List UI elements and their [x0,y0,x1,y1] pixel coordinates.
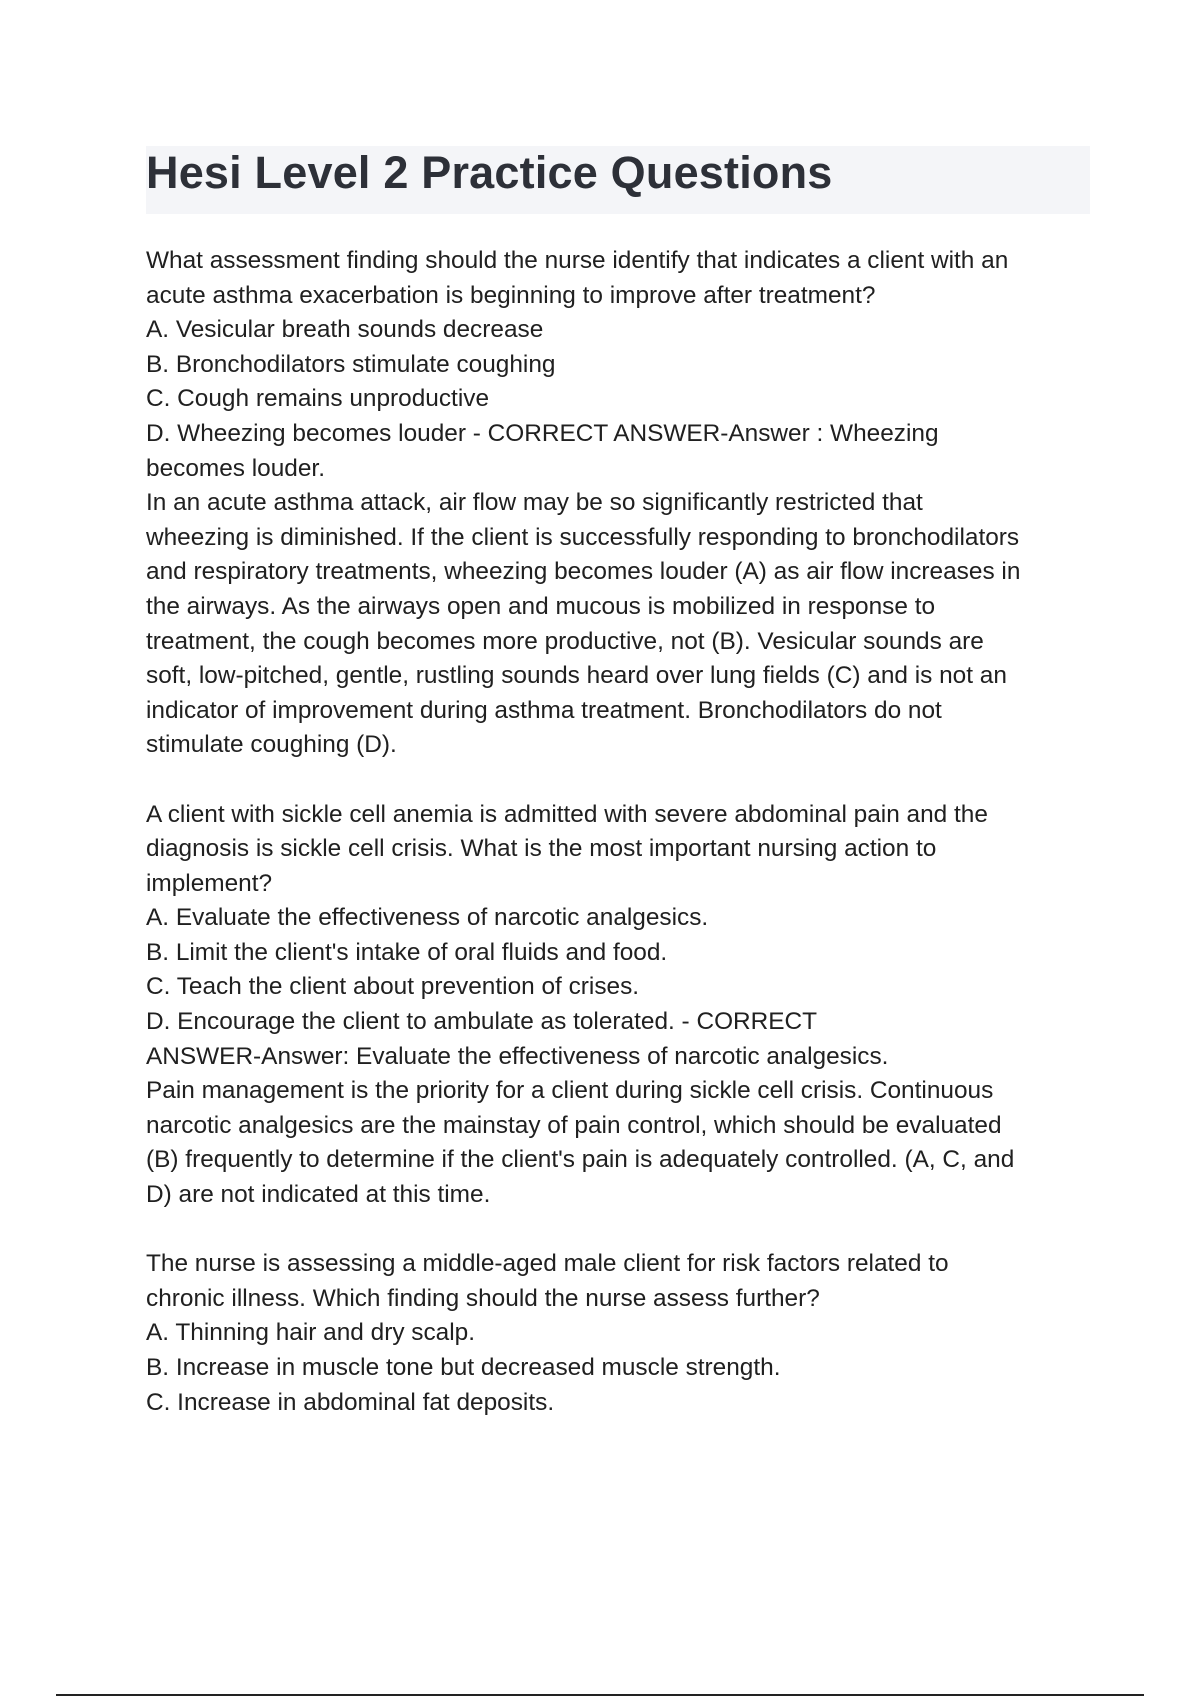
question-2-answer: ANSWER-Answer: Evaluate the effectiveness of narcotic analgesics. [146,1042,889,1070]
question-3-line: The nurse is assessing a middle-aged male client for risk factors related to [146,1250,949,1278]
question-block-1 [146,244,1096,763]
question-1-option-d: D. Wheezing becomes louder - CORRECT ANSWER-Answer : Wheezing [146,419,939,447]
question-1-rationale: indicator of improvement during asthma treatment. Bronchodilators do not [146,696,942,724]
question-2-line: A client with sickle cell anemia is admitted with severe abdominal pain and the [146,800,988,828]
page-title: Hesi Level 2 Practice Questions [146,147,833,198]
question-3-option-b: B. Increase in muscle tone but decreased muscle strength. [146,1354,781,1381]
question-1-rationale: and respiratory treatments, wheezing becomes louder (A) as air flow increases in [146,558,1021,586]
question-2-option-d: D. Encourage the client to ambulate as tolerated. - CORRECT [146,1008,818,1036]
question-2-option-c: C. Teach the client about prevention of crises. [146,973,640,1001]
question-1-option-a: A. Vesicular breath sounds decrease [146,316,544,344]
question-2-line: diagnosis is sickle cell crisis. What is the most important nursing action to [146,835,937,863]
question-1-rationale: In an acute asthma attack, air flow may be so significantly restricted that [146,489,923,517]
question-1-rationale: treatment, the cough becomes more productive, not (B). Vesicular sounds are [146,627,984,655]
question-2-line: implement? [146,869,273,897]
question-1-answer: becomes louder. [146,454,325,482]
question-3-option-c: C. Increase in abdominal fat deposits. [146,1388,555,1416]
question-1-option-c: C. Cough remains unproductive [146,385,490,413]
question-1-line: What assessment finding should the nurse identify that indicates a client with an [146,247,1009,274]
question-2-rationale: (B) frequently to determine if the client's pain is adequately controlled. (A, C, and [146,1146,1015,1174]
question-2-option-b: B. Limit the client's intake of oral fluids and food. [146,938,668,966]
question-2-rationale: D) are not indicated at this time. [146,1181,491,1209]
question-1-line: acute asthma exacerbation is beginning to improve after treatment? [146,281,876,309]
question-2-rationale: narcotic analgesics are the mainstay of pain control, which should be evaluated [146,1111,1002,1139]
questions-content [146,244,1096,1455]
question-3-option-a: A. Thinning hair and dry scalp. [146,1319,476,1347]
question-1-rationale: the airways. As the airways open and mucous is mobilized in response to [146,592,936,620]
question-block-3 [146,1247,1096,1420]
question-1-option-b: B. Bronchodilators stimulate coughing [146,350,556,378]
question-1-rationale: wheezing is diminished. If the client is successfully responding to bronchodilators [146,523,1020,551]
question-3-line: chronic illness. Which finding should the nurse assess further? [146,1284,820,1312]
question-1-rationale: soft, low-pitched, gentle, rustling sounds heard over lung fields (C) and is not an [146,662,1007,690]
question-2-option-a: A. Evaluate the effectiveness of narcotic analgesics. [146,904,709,932]
page-bottom-rule [56,1694,1144,1696]
question-block-2 [146,798,1096,1213]
question-1-rationale: stimulate coughing (D). [146,731,397,759]
question-2-rationale: Pain management is the priority for a client during sickle cell crisis. Continuous [146,1077,994,1105]
